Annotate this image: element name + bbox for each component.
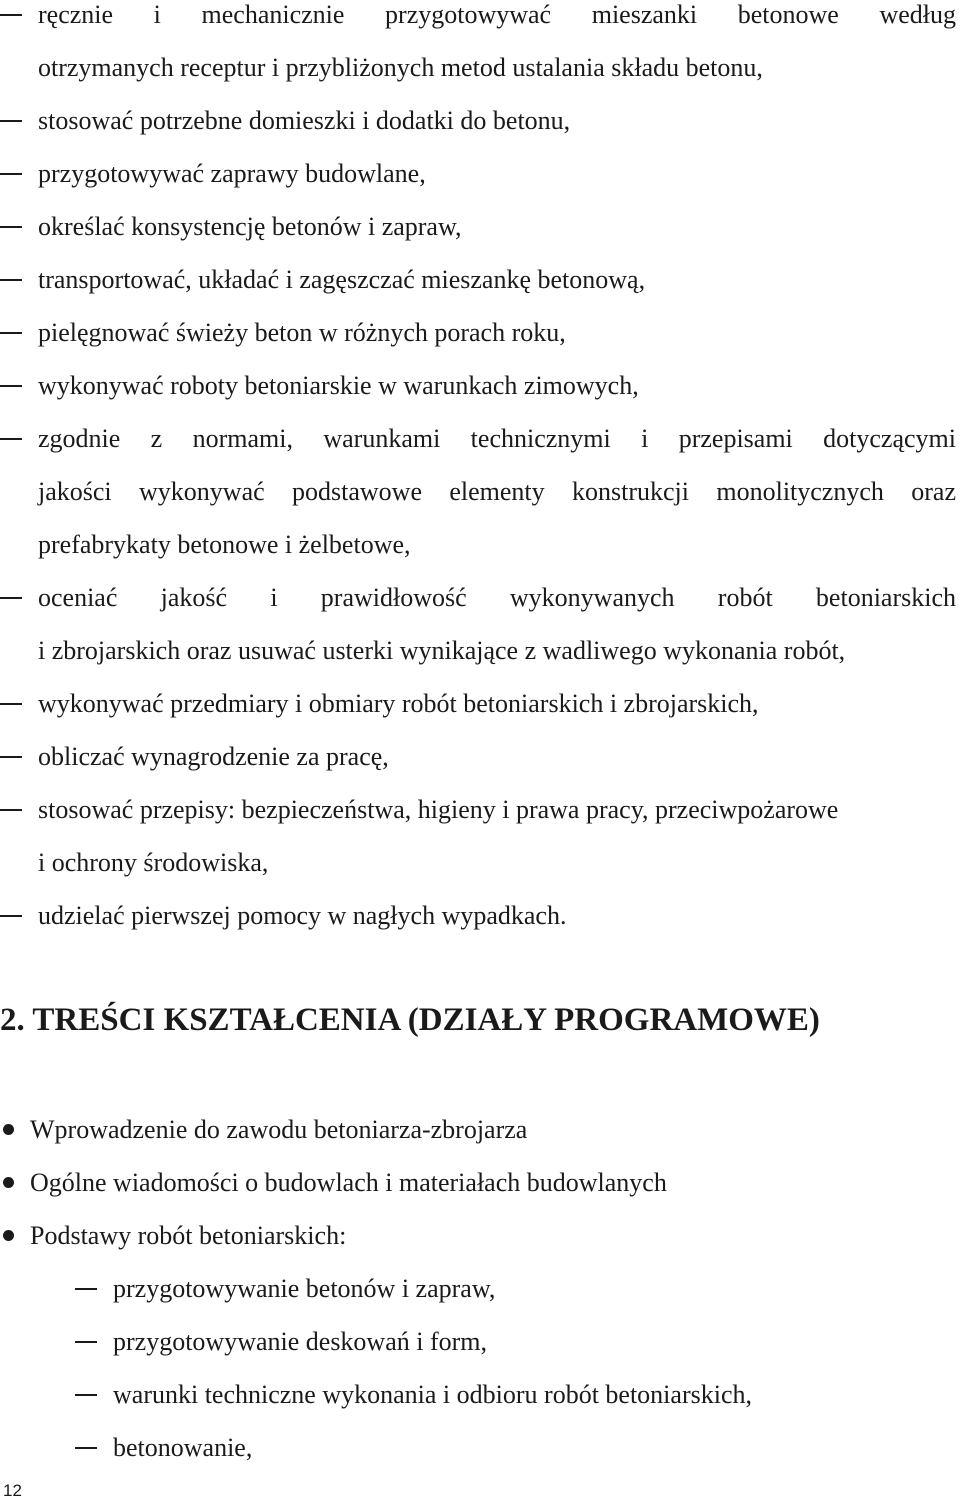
sub-item-text: warunki techniczne wykonania i odbioru robót betoniarskich,	[113, 1380, 752, 1409]
list-item-text: pielęgnować świeży beton w różnych porach roku,	[38, 318, 566, 347]
dash-icon	[0, 332, 22, 334]
page-number: 12	[3, 1481, 22, 1500]
list-item-text: i zbrojarskich oraz usuwać usterki wynikające z wadliwego wykonania robót,	[38, 636, 846, 665]
dash-icon	[75, 1394, 97, 1396]
bullet-item-text: Wprowadzenie do zawodu betoniarza-zbrojarza	[30, 1115, 528, 1144]
dash-icon	[75, 1447, 97, 1449]
list-item-text: transportować, układać i zagęszczać mieszankę betonową,	[38, 265, 646, 294]
list-item-text: udzielać pierwszej pomocy w nagłych wypadkach.	[38, 901, 567, 930]
list-item-text: ręcznie i mechanicznie przygotowywać mieszanki betonowe według	[38, 0, 956, 29]
bullet-icon	[3, 1124, 14, 1135]
dash-icon	[0, 756, 22, 758]
dash-icon	[0, 279, 22, 281]
list-item-text: prefabrykaty betonowe i żelbetowe,	[38, 530, 411, 559]
list-item-text: stosować przepisy: bezpieczeństwa, higieny i prawa pracy, przeciwpożarowe	[38, 795, 839, 824]
sub-item-text: przygotowywanie deskowań i form,	[113, 1327, 488, 1356]
list-item-text: oceniać jakość i prawidłowość wykonywanych robót betoniarskich	[38, 583, 956, 612]
list-item-text: określać konsystencję betonów i zapraw,	[38, 212, 462, 241]
dash-icon	[0, 597, 22, 599]
dash-icon	[0, 14, 22, 16]
dash-icon	[0, 915, 22, 917]
dash-icon	[0, 703, 22, 705]
list-item-text: zgodnie z normami, warunkami technicznymi i przepisami dotyczącymi	[38, 424, 956, 453]
dash-icon	[0, 120, 22, 122]
section-heading: 2. TREŚCI KSZTAŁCENIA (DZIAŁY PROGRAMOWE)	[0, 1002, 820, 1038]
sub-item-text: betonowanie,	[113, 1433, 253, 1462]
list-item-text: wykonywać przedmiary i obmiary robót betoniarskich i zbrojarskich,	[38, 689, 759, 718]
list-item-text: jakości wykonywać podstawowe elementy konstrukcji monolitycznych oraz	[38, 477, 956, 506]
list-item-text: wykonywać roboty betoniarskie w warunkach zimowych,	[38, 371, 639, 400]
bullet-icon	[3, 1230, 14, 1241]
list-item-text: stosować potrzebne domieszki i dodatki do betonu,	[38, 106, 571, 135]
dash-icon	[0, 173, 22, 175]
dash-icon	[75, 1341, 97, 1343]
bullet-item-text: Podstawy robót betoniarskich:	[30, 1221, 347, 1250]
sub-item-text: przygotowywanie betonów i zapraw,	[113, 1274, 496, 1303]
list-item-text: i ochrony środowiska,	[38, 848, 269, 877]
list-item-text: obliczać wynagrodzenie za pracę,	[38, 742, 389, 771]
list-item-text: przygotowywać zaprawy budowlane,	[38, 159, 426, 188]
dash-icon	[0, 385, 22, 387]
bullet-item-text: Ogólne wiadomości o budowlach i materiałach budowlanych	[30, 1168, 667, 1197]
dash-icon	[75, 1288, 97, 1290]
bullet-icon	[3, 1177, 14, 1188]
dash-icon	[0, 438, 22, 440]
dash-icon	[0, 809, 22, 811]
list-item-text: otrzymanych receptur i przybliżonych metod ustalania składu betonu,	[38, 53, 763, 82]
dash-icon	[0, 226, 22, 228]
